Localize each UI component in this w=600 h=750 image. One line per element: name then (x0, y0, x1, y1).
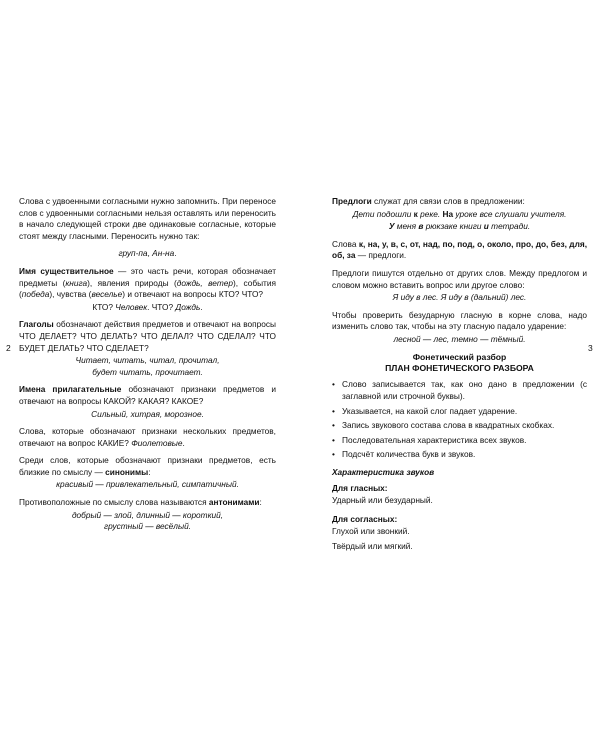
hyphenation-example: груп-па, Ан-на. (118, 248, 177, 259)
noun-term: Имя существительное (19, 265, 114, 276)
right-page-text (332, 196, 587, 552)
antonyms-term: антонимами (208, 497, 260, 508)
noun-definition: Имя существительное — это часть речи, которая обозначает предметы (книга), явления природы (дождь, ветер), события (победа), чувства (веселье) и отвечают на вопросы КТО? ЧТО? (19, 265, 276, 300)
synonyms-definition: Среди слов, которые обозначают признаки предметов, есть близкие по смыслу — синонимы: (19, 455, 276, 477)
prepositions-term: Предлоги (332, 196, 372, 206)
verb-example: Читает, читать, читал, прочитал, будет читать, прочитает. (75, 355, 220, 377)
prepositions-list: Слова к, на, у, в, с, от, над, по, под, о, около, про, до, без, для, об, за — предлоги. (332, 238, 587, 261)
consonants-value-1: Глухой или звонкий. (332, 526, 410, 537)
prepositions-separate-example: Я иду в лес. Я иду в (дальний) лес. (392, 292, 527, 303)
antonyms-example: добрый — злой, длинный — короткий, грустный — весёлый. (71, 509, 224, 532)
adjective-definition: Имена прилагательные обозначают признаки предметов и отвечают на вопросы КАКОЙ? КАКАЯ? КАКОЕ? (19, 384, 277, 406)
adjective-term: Имена прилагательные (19, 384, 122, 395)
noun-example: КТО? Человек. ЧТО? Дождь. (92, 301, 203, 312)
doubled-consonants-rule: Слова с удвоенными согласными нужно запомнить. При переносе слов с удвоенными согласными нельзя оставлять или переносить в начало следующей строки две одинаковые согласные, которые стоят между гласными. Переносить нужно так: (19, 196, 276, 241)
page-number-right: 3 (588, 343, 593, 353)
consonants-label: Для согласных: (332, 513, 398, 524)
verb-definition: Глаголы обозначают действия предметов и отвечают на вопросы ЧТО ДЕЛАЕТ? ЧТО ДЕЛАТЬ? ЧТО ДЕЛАЛ? ЧТО СДЕЛАЛ? ЧТО БУДЕТ ДЕЛАТЬ? ЧТО СДЕЛАЕТ? (19, 319, 276, 353)
unstressed-vowel-example: лесной — лес, темно — тёмный. (393, 333, 526, 344)
phonetic-analysis-heading: Фонетический разбор ПЛАН ФОНЕТИЧЕСКОГО РАЗБОРА (385, 351, 534, 373)
left-page-text (19, 196, 276, 539)
unstressed-vowel-rule: Чтобы проверить безударную гласную в корне слова, надо изменить слово так, чтобы на эту гласную падало ударение: (332, 309, 587, 332)
prepositions-example-2: У меня в рюкзаке книги и тетради. (388, 221, 531, 232)
prepositions-separate-rule: Предлоги пишутся отдельно от других слов. Между предлогом и словом можно вставить вопрос или другое слово: (332, 267, 587, 290)
list-item: • Запись звукового состава слова в квадратных скобках. (332, 420, 587, 432)
antonyms-definition: Противоположные по смыслу слова называются антонимами: (19, 497, 262, 508)
vowels-label: Для гласных: (332, 482, 388, 493)
prepositions-definition: Предлоги служат для связи слов в предложении: (332, 196, 525, 206)
prepositions-example-1: Дети подошли к реке. На уроке все слушали учителя. (352, 208, 567, 219)
phonetic-plan-list (332, 379, 587, 461)
sound-characteristics-title: Характеристика звуков (332, 466, 435, 477)
synonyms-example: красивый — привлекательный, симпатичный. (56, 479, 239, 490)
plural-attribute-rule: Слова, которые обозначают признаки нескольких предметов, отвечают на вопрос КАКИЕ? Фиолетовые. (19, 426, 276, 448)
list-item: • Последовательная характеристика всех звуков. (332, 435, 587, 447)
vowels-value: Ударный или безударный. (332, 495, 433, 506)
list-item: • Подсчёт количества букв и звуков. (332, 449, 587, 461)
list-item: • Указывается, на какой слог падает ударение. (332, 406, 587, 418)
synonyms-term: синонимы (105, 466, 149, 477)
list-item: • Слово записывается так, как оно дано в предложении (с заглавной или строчной буквы). (332, 379, 587, 402)
adjective-example: Сильный, хитрая, морозное. (91, 408, 204, 419)
verb-term: Глаголы (19, 319, 54, 330)
consonants-value-2: Твёрдый или мягкий. (332, 540, 413, 551)
page-number-left: 2 (6, 343, 11, 353)
